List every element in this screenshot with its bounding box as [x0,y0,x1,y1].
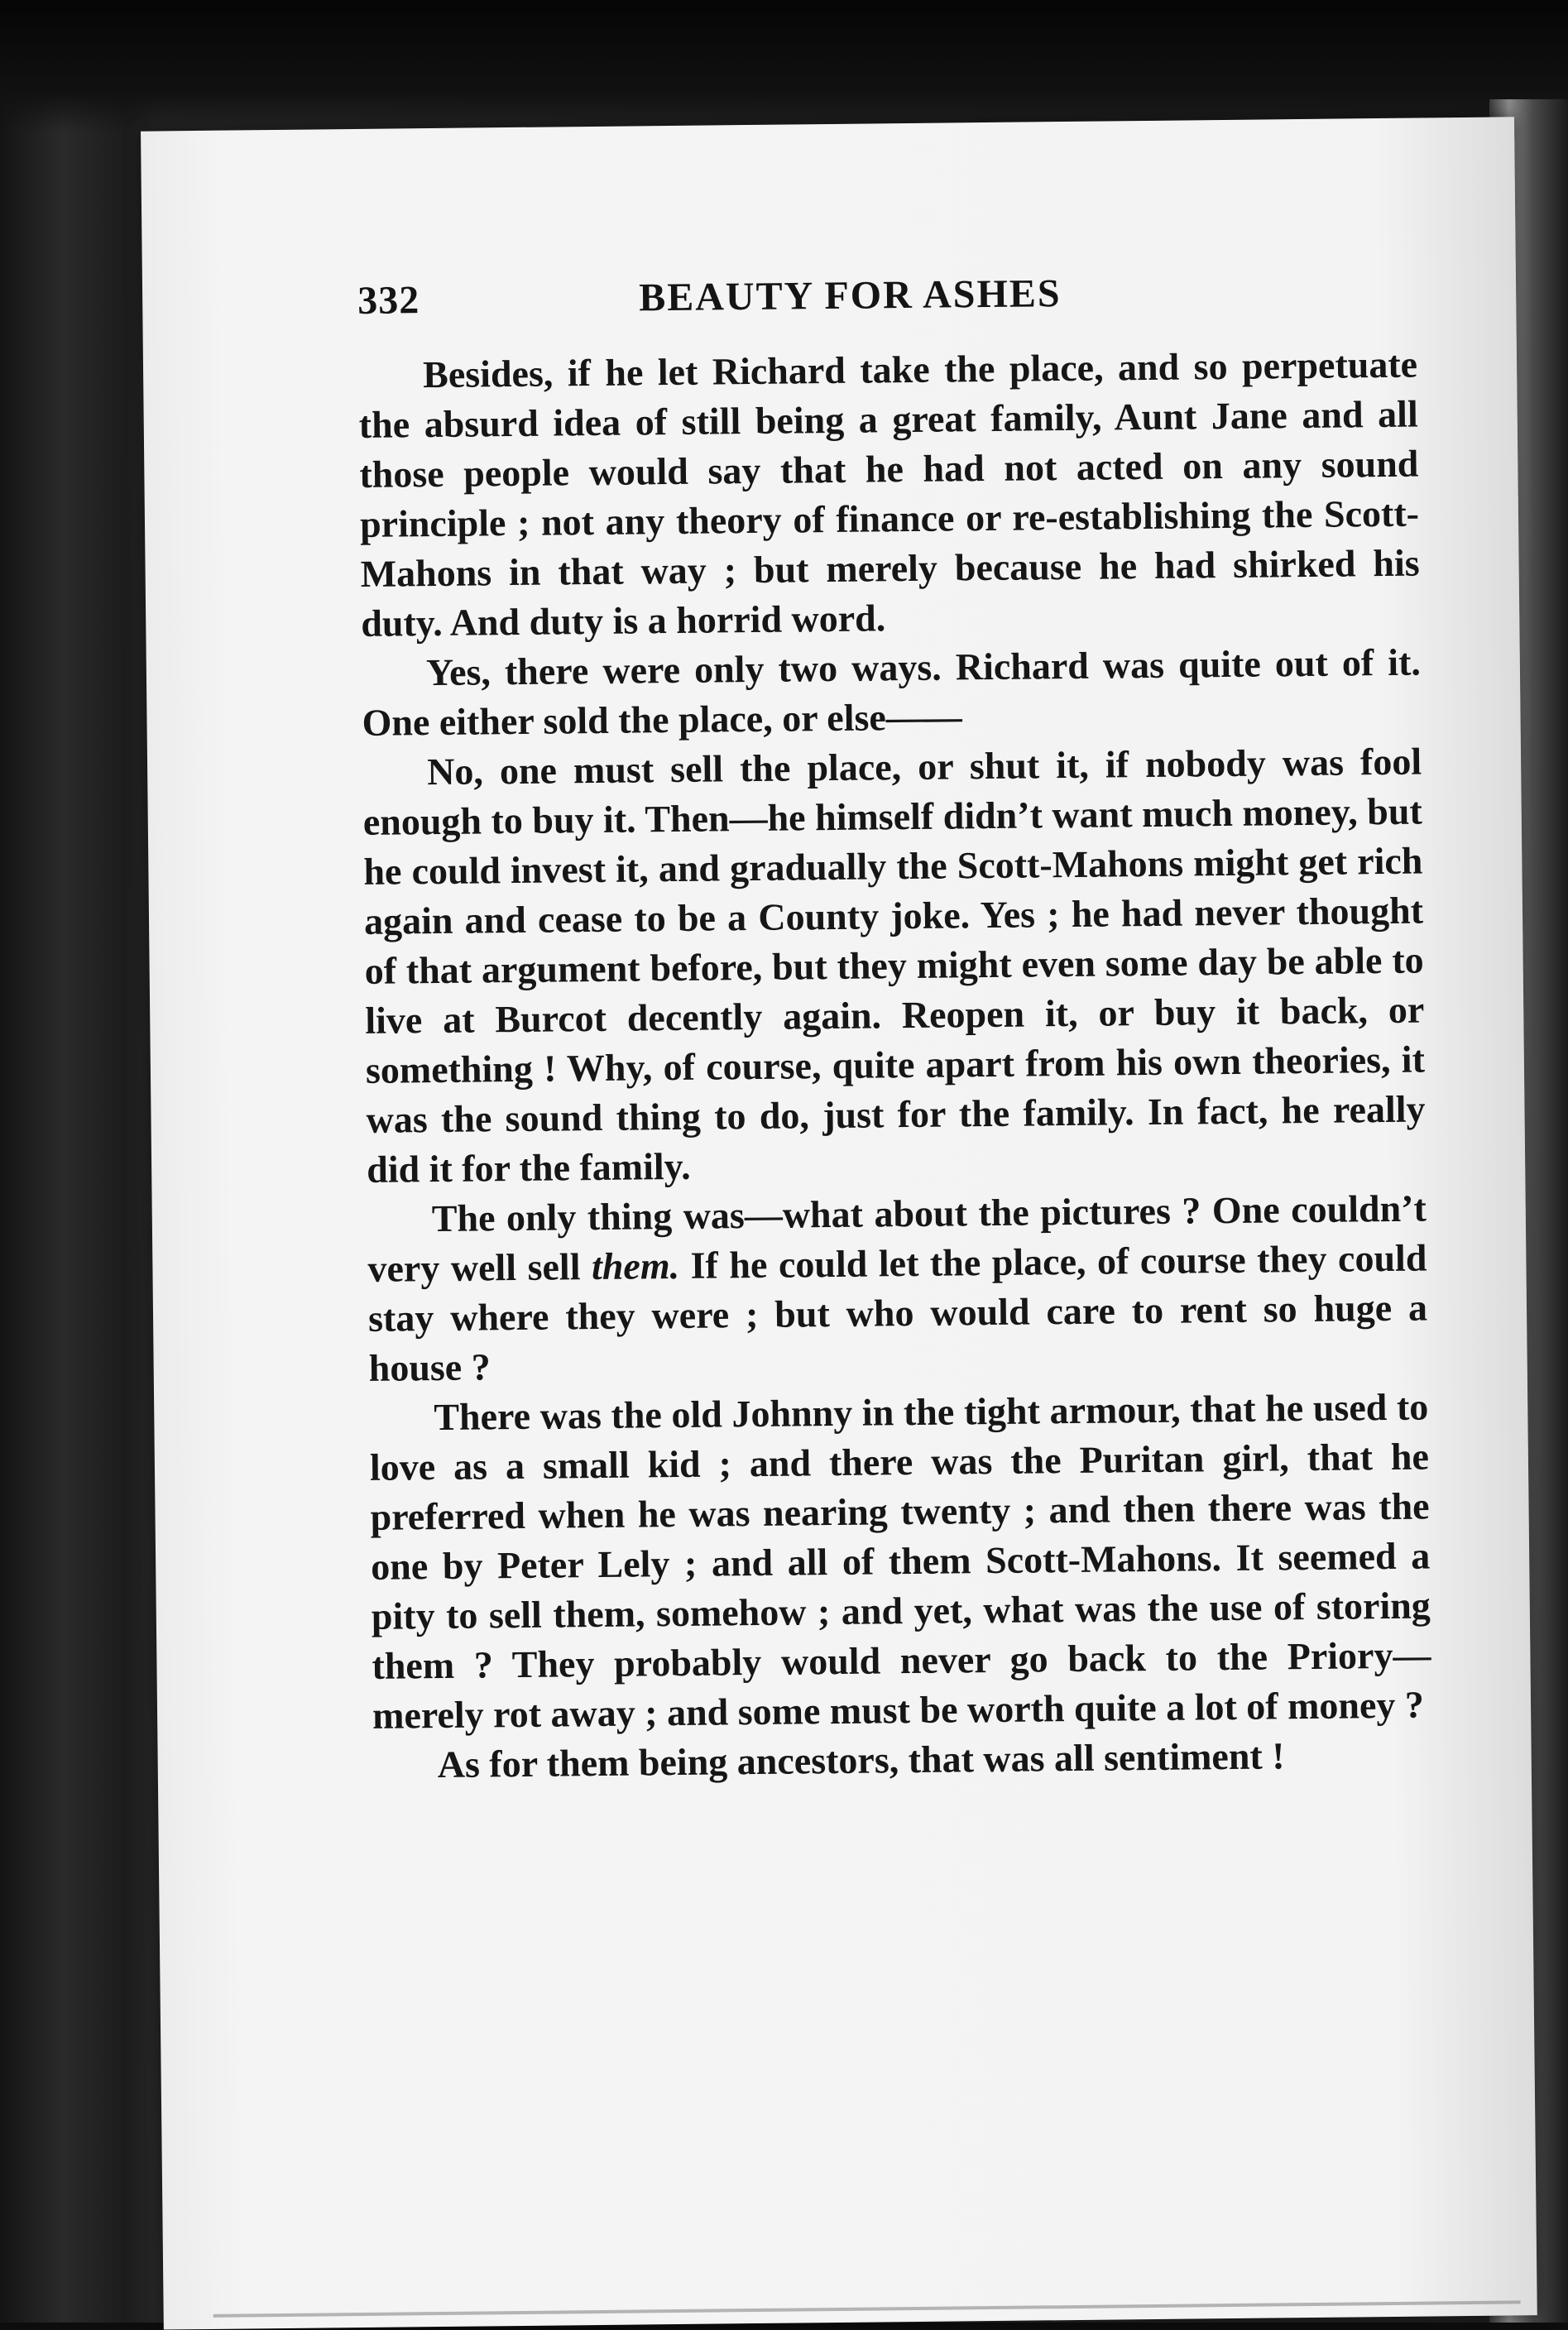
page-number: 332 [357,278,420,323]
scan-top-shadow [0,0,1568,132]
paragraph-4 [367,1183,1428,1393]
paragraph-5: There was the old Johnny in the tight armour, that he used to love as a small kid ; and there was the Puritan girl, that he preferred when he was nearing twenty ; and then there was the one by Peter Lely ; and all of them Scott-Mahons. It seemed a pity to sell them, somehow ; and yet, what was the use of storing them ? They probably would never go back to the Priory—merely rot away ; and some must be worth quite a lot of money ? [369,1385,1431,1737]
paragraph-4-text-after: If he could let the place, of course they could stay where they were ; but who would care to rent so huge a house ? [367,1236,1428,1389]
paragraph-4-text-before: The only thing was—what about the pictures ? One couldn’t very well sell [367,1187,1427,1290]
running-header [357,267,1417,344]
paragraph-6: As for them being ancestors, that was all sentiment ! [437,1734,1285,1786]
paragraph-1: Besides, if he let Richard take the place, and so perpetuate the absurd idea of still being a great family, Aunt Jane and all those people would say that he had not acted on any sound principle ; not any theory of finance or re-establishing the Scott-Mahons in that way ; but merely because he had shirked his duty. And duty is a horrid word. [358,343,1420,645]
book-page [141,117,1537,2329]
paragraph-4-emphasis: them. [591,1244,680,1288]
paragraph-2: Yes, there were only two ways. Richard was quite out of it. One either sold the place, or else—— [362,640,1422,744]
body-text [358,340,1432,1791]
page-bottom-edge [213,2300,1521,2318]
paragraph-3: No, one must sell the place, or shut it, if nobody was fool enough to buy it. Then—he himself didn’t want much money, but he could invest it, and gradually the Scott-Mahons might get rich again and cease to be a County joke. Yes ; he had never thought of that argument before, but they might even some day be able to live at Burcot decently again. Reopen it, or buy it back, or something ! Why, of course, quite apart from his own theories, it was the sound thing to do, just for the family. In fact, he really did it for the family. [362,740,1426,1191]
page-content [357,267,1432,1791]
book-title: BEAUTY FOR ASHES [638,271,1062,320]
